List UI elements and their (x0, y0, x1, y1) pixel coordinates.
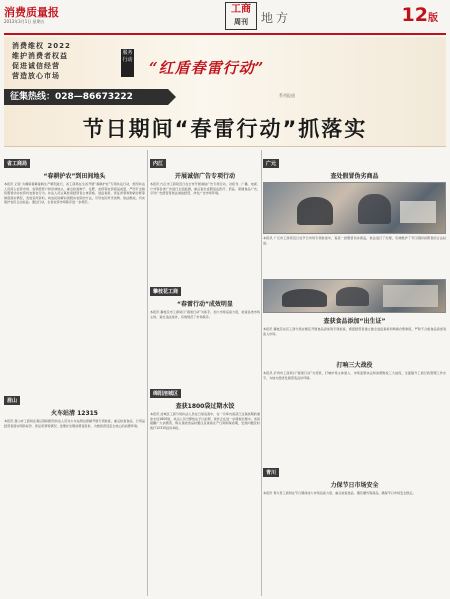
photo-figure (282, 289, 327, 307)
masthead (4, 2, 446, 34)
article-title: 力保节日市场安全 (330, 482, 379, 489)
photo-figure (400, 201, 436, 224)
column-right (263, 150, 446, 596)
photo-figure (336, 287, 369, 306)
article-body: 本报讯 涪城区工商分局执法人员在日常巡查中，在一冷库内查获已过保质期的速冻水饺1800袋，执法人员当即依法予以扣押，案件正在进一步调查处理中。该局提醒广大消费者，购买速冻食品时要注意查看生产日期和保质期，发现问题及时拨打12315投诉举报。 (150, 412, 260, 430)
article-body: 本报讯 广元市工商局近日在节日市场专项检查中，查获一批假冒伪劣商品，依法进行了处理，有效维护了节日期间消费者的合法权益。 (263, 236, 446, 245)
photo-figure (383, 285, 437, 307)
section-tag: 内江 (150, 159, 166, 168)
newspaper-name: 消费质量报 (4, 6, 59, 19)
column-middle (150, 150, 260, 596)
photo-figure (358, 194, 391, 224)
gongshang-weekly-logo (225, 2, 257, 30)
article-title: 查获食品添加“出生证” (323, 318, 386, 325)
hotline-bar: 征集热线：028—86673222 (4, 89, 168, 105)
hotline-arrow (168, 89, 176, 105)
slogan-line: 消费维权 2022 (12, 42, 71, 50)
slogan-line: 维护消费者权益 (12, 52, 68, 60)
gongshang-logo-bottom: 周刊 (234, 18, 248, 26)
issue-date: 2013年3月1日 星期五 (4, 19, 45, 24)
page-number-unit: 版 (428, 13, 438, 24)
article-body: 本报讯 记者 为确保春耕备耕生产顺利进行，省工商局在全省开展“春耕护农”专项执法行动，组织执法人员深入农资市场、农资经营户和田间地头，重点检查种子、化肥、农药等农资商品质量，严厉打击销售假冒伪劣农资坑农害农行为。执法人员认真检查经营者主体资格、进货查验、索证索票和购销台账等制度落实情况，发放宣传资料，向农民讲解识别假劣农资的方法，引导农民科学选购、依法维权，切实保护农民合法权益。通过行动，全省农资市场秩序进一步规范。 (4, 182, 145, 204)
article-body: 本报讯 青川县工商局在节日期间加大市场巡查力度，重点检查食品、烟花爆竹等商品，确保节日市场安全稳定。 (263, 491, 416, 495)
column-divider (147, 150, 148, 596)
photo-figure (297, 197, 333, 225)
article-title: “春雷行动”成效明显 (177, 301, 233, 308)
gongshang-logo-top: 工商 (231, 4, 251, 15)
campaign-title: “红盾春雷行动” (149, 59, 265, 77)
column-divider (261, 150, 262, 596)
article-title: 打响三大战役 (336, 362, 373, 369)
column-left (4, 150, 145, 596)
article-title: “春耕护农”到田间地头 (43, 173, 106, 180)
section-tag: 省工商局 (4, 159, 30, 168)
page-headline: 节日期间“春雷行动”抓落实 (82, 117, 368, 141)
article-body: 本报讯 眉山市工商局在春运期间组织执法人员对火车站周边商铺开展专项检查，重点检查食品、日用品经营者落实明码标价、索证索票等情况，受理并处理消费者投诉，为旅客营造安全放心的消费环境。 (4, 419, 145, 428)
section-tag: 青川 (263, 468, 279, 477)
section-tag: 攀枝花工商 (150, 287, 181, 296)
news-photo (263, 182, 446, 234)
section-tag: 绵阳涪城区 (150, 389, 181, 398)
article-title: 查获1800袋过期水饺 (175, 403, 235, 410)
section-name: 地方 (261, 11, 292, 25)
section-tag: 眉山 (4, 396, 20, 405)
article-body: 本报讯 内江市工商局近日在全市开展诚信广告专项行动，对报刊、广播、电视、户外等各类广告进行全面监测，重点查处虚假违法医疗、药品、保健食品广告，引导广告经营者依法诚信经营，净化广告市场环境。 (150, 182, 260, 195)
slogan-block (12, 41, 102, 87)
slogan-line: 促进诚信经营 (12, 62, 60, 70)
article-body: 本报讯 泸州市工商局以“春雷行动”为契机，打响市场主体准入、市场监管执法和消费维权三大战役，全面提升工商行政管理工作水平，为地方经济发展营造良好环境。 (263, 371, 446, 380)
campaign-subtitle: 系列报道 (279, 93, 295, 98)
masthead-rule (4, 33, 446, 35)
news-photo (263, 279, 446, 313)
article-title: 查处假冒伪劣商品 (330, 173, 379, 180)
section-tag: 广元 (263, 159, 279, 168)
article-body: 本报讯 攀枝花市工商局以“春雷行动”为抓手，加大市场巡查力度，检查各类市场主体，查处违法案件，有效规范了市场秩序。 (150, 310, 260, 319)
campaign-banner (4, 37, 446, 147)
page-number-value: 12 (401, 4, 428, 26)
article-body: 本报讯 攀枝花东区工商分局在辖区开展食品添加剂专项检查，督促经营者建立健全进货查验和购销台账制度，严防不合格食品添加剂流入市场。 (263, 327, 446, 336)
slogan-line: 营造放心市场 (12, 72, 60, 80)
page-number (402, 4, 438, 26)
article-title: 火车站清 12315 (51, 410, 98, 417)
series-tag: 服务行动 (121, 49, 134, 77)
article-title: 开展诚信广告专项行动 (174, 173, 235, 180)
